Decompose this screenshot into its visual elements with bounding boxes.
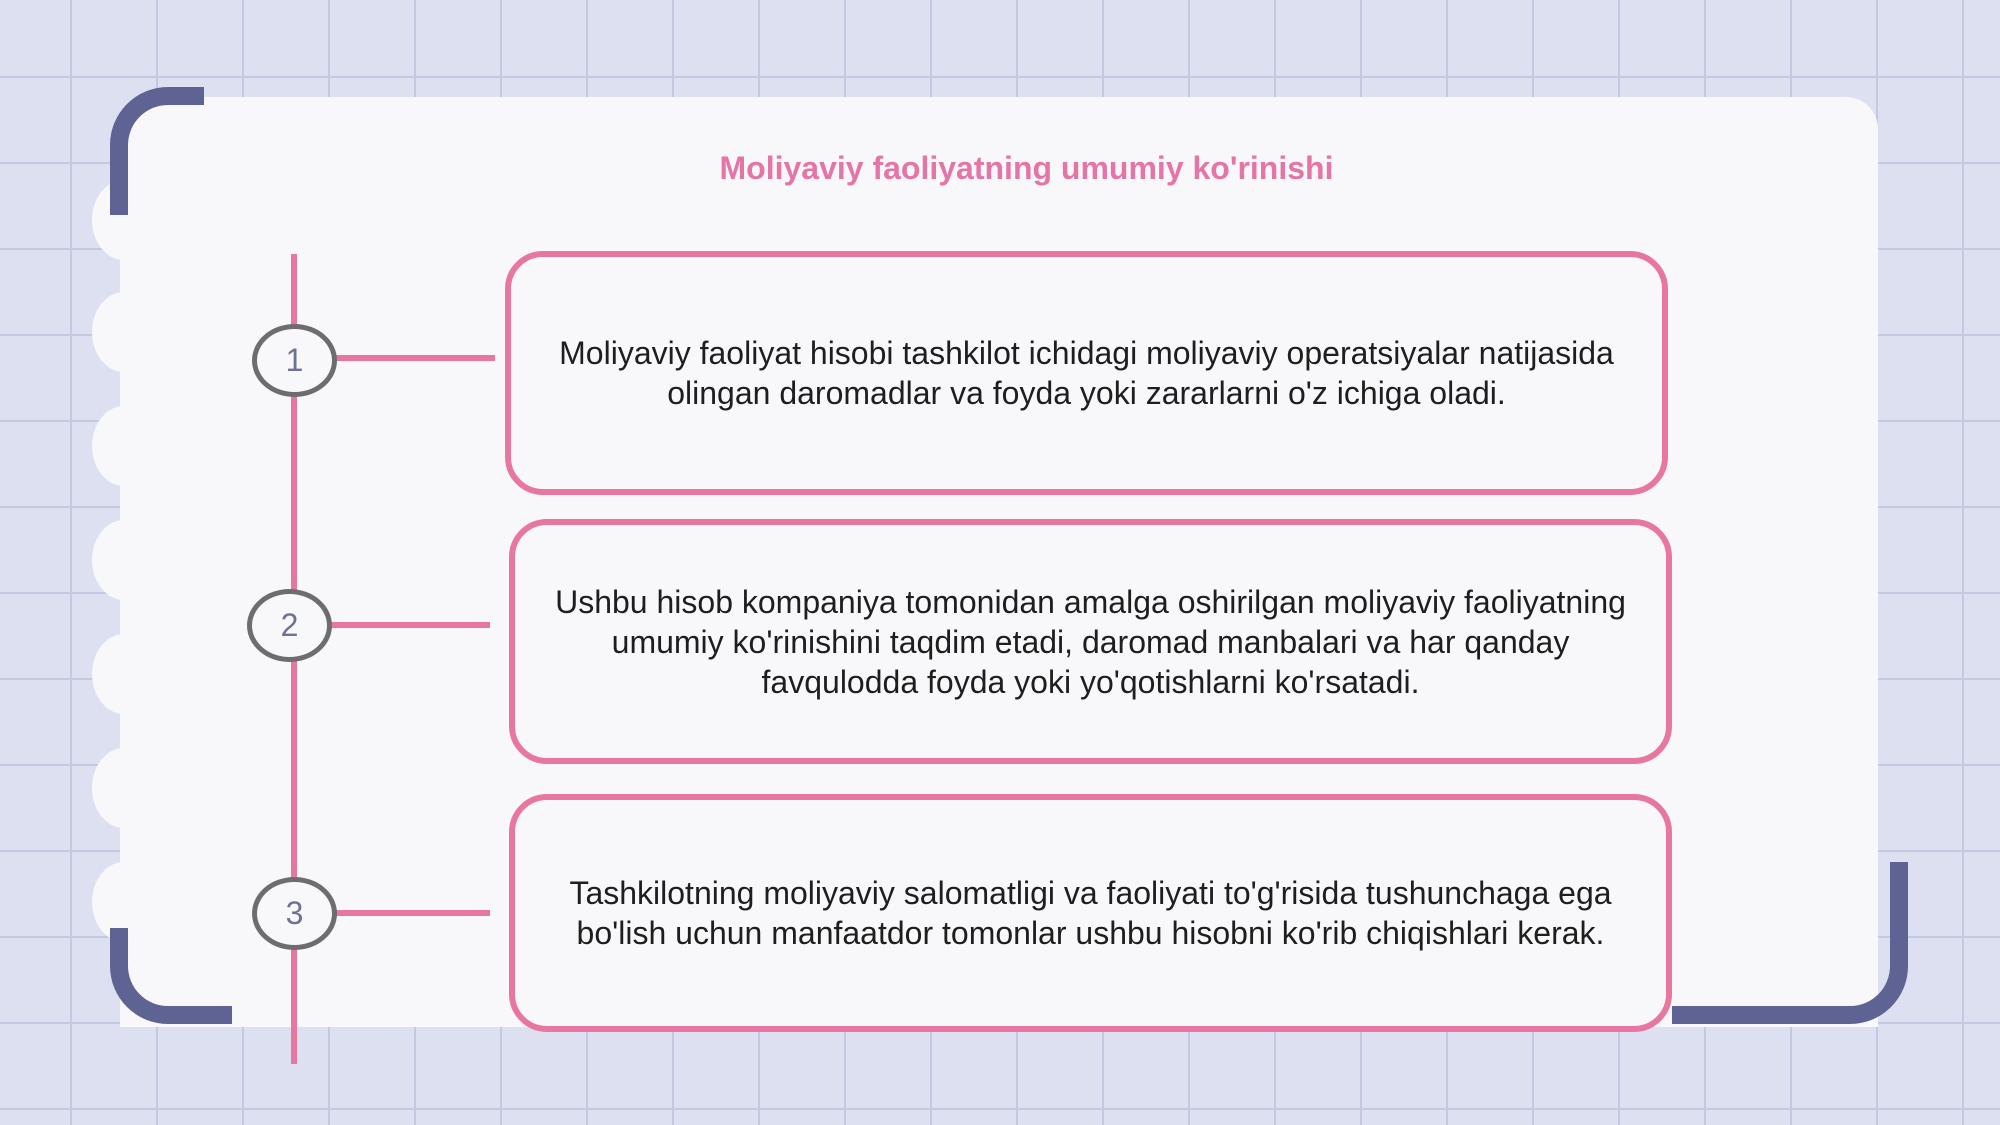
card-scallop (92, 748, 156, 828)
timeline-connector (333, 355, 495, 361)
card-scallop (92, 292, 156, 372)
step-card (505, 251, 1668, 495)
step-number-circle: 1 (252, 324, 337, 397)
timeline-connector (330, 622, 490, 628)
step-text: Moliyaviy faoliyat hisobi tashkilot ichidagi moliyaviy operatsiyalar natijasida olingan daromadlar va foyda yoki zararlarni o'z ichiga oladi. (559, 335, 1614, 411)
step-number-circle: 2 (247, 589, 332, 662)
frame-corner-bottom-right (1672, 862, 1908, 1024)
card-scallop (92, 520, 156, 600)
step-card (509, 519, 1672, 764)
step-card (509, 794, 1672, 1032)
step-number-circle: 3 (252, 877, 337, 950)
step-text: Ushbu hisob kompaniya tomonidan amalga oshirilgan moliyaviy faoliyatning umumiy ko'rinishini taqdim etadi, daromad manbalari va har qanday favqulodda foyda yoki yo'qotishlarni ko'rsatadi. (555, 583, 1626, 700)
card-scallop (92, 634, 156, 714)
step-text: Tashkilotning moliyaviy salomatligi va faoliyati to'g'risida tushunchaga ega bo'lish uchun manfaatdor tomonlar ushbu hisobni ko'rib chiqishlari kerak. (569, 875, 1612, 951)
timeline-connector (333, 910, 490, 916)
page-title: Moliyaviy faoliyatning umumiy ko'rinishi (719, 150, 1334, 186)
card-scallop (92, 406, 156, 486)
